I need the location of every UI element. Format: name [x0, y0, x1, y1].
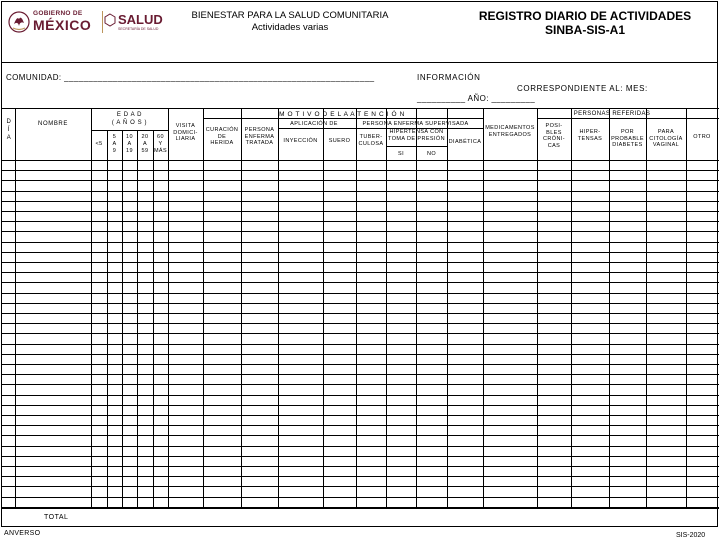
column-divider	[447, 108, 448, 508]
gobierno-mexico-logo	[8, 9, 100, 35]
col-referidas: PERSONAS REFERIDAS	[573, 111, 651, 117]
col-posibles-cronicas: POSI- BLES CRÓNI- CAS	[543, 123, 565, 149]
column-divider	[15, 108, 16, 508]
col-no: NO	[426, 151, 437, 157]
col-visita: VISITA DOMICI- LIARIA	[173, 123, 198, 142]
table-row-line	[1, 415, 719, 416]
col-motivo: M O T I V O D E L A A T E N C I Ó N	[279, 111, 405, 118]
age-column-divider	[107, 130, 108, 508]
column-divider	[91, 108, 92, 508]
anverso-label: ANVERSO	[4, 530, 41, 537]
col-si: SI	[398, 151, 404, 157]
col-edad: E D A D ( A Ñ O S )	[111, 112, 148, 126]
table-row-line	[1, 384, 719, 385]
table-row-line	[1, 221, 719, 222]
eagle-emblem-icon	[8, 10, 30, 34]
col-nombre: NOMBRE	[38, 121, 68, 127]
table-row-line	[1, 211, 719, 212]
table-row-line	[1, 446, 719, 447]
col-dia: D Í A	[6, 119, 12, 141]
col-age-5-9: 5 A 9	[112, 134, 117, 154]
table-row-line	[1, 313, 719, 314]
table-row-line	[1, 497, 719, 498]
table-row-line	[1, 323, 719, 324]
table-top-line	[1, 108, 719, 109]
col-diabetica: DIABÉTICA	[448, 139, 482, 145]
column-divider	[241, 108, 242, 508]
col-age-10-19: 10 A 19	[126, 134, 133, 154]
column-divider	[537, 108, 538, 508]
report-title: REGISTRO DIARIO DE ACTIVIDADES	[478, 9, 692, 23]
program-subtitle: Actividades varias	[251, 22, 329, 33]
col-tuberculosa: TUBER- CULOSA	[358, 134, 384, 147]
col-aplicacion: APLICACIÓN DE	[290, 121, 338, 127]
correspondiente-label: CORRESPONDIENTE AL: MES:	[517, 84, 648, 93]
edad-subheader-line	[91, 130, 168, 131]
table-row-line	[1, 405, 719, 406]
table-row-line	[1, 282, 719, 283]
informacion-label: INFORMACIÓN	[417, 73, 481, 82]
table-row-line	[1, 303, 719, 304]
col-medicamentos: MEDICAMENTOS ENTREGADOS	[485, 125, 535, 138]
table-bottom-line	[1, 508, 719, 509]
logo-divider	[102, 11, 103, 33]
table-row-line	[1, 456, 719, 457]
col-persona-tratada: PERSONA ENFERMA TRATADA	[244, 127, 275, 146]
table-row-line	[1, 231, 719, 232]
column-divider	[609, 108, 610, 508]
salud-sub-text: SECRETARÍA DE SALUD	[118, 27, 159, 31]
column-divider	[571, 108, 572, 508]
table-row-line	[1, 262, 719, 263]
form-code: SIS-2020	[676, 532, 706, 539]
table-row-line	[1, 425, 719, 426]
referidas-subheader-line	[537, 118, 719, 119]
column-divider	[203, 108, 204, 508]
table-row-line	[1, 180, 719, 181]
col-citologia: PARA CITOLOGÍA VAGINAL	[649, 129, 683, 148]
col-suero: SUERO	[328, 138, 351, 144]
age-column-divider	[153, 130, 154, 508]
column-divider	[686, 108, 687, 508]
column-divider	[483, 108, 484, 508]
table-row-line	[1, 364, 719, 365]
column-divider	[646, 108, 647, 508]
age-column-divider	[137, 130, 138, 508]
age-column-divider	[122, 130, 123, 508]
table-row-line	[1, 170, 719, 171]
col-hipertensas: HIPER- TENSAS	[577, 129, 603, 142]
header-divider	[1, 62, 718, 63]
motivo-subheader-line	[203, 118, 483, 119]
column-divider	[386, 108, 387, 508]
column-divider	[278, 108, 279, 508]
col-age-60: 60 Y MÁS	[153, 134, 168, 154]
aplicacion-subheader-line	[278, 128, 356, 129]
table-row-line	[1, 272, 719, 273]
table-row-line	[1, 242, 719, 243]
col-otro: OTRO	[693, 134, 711, 140]
col-age-20-59: 20 A 59	[141, 134, 149, 154]
table-row-line	[1, 486, 719, 487]
column-divider	[323, 108, 324, 508]
table-row-line	[1, 476, 719, 477]
table-row-line	[1, 252, 719, 253]
gob-small-text: GOBIERNO DE	[33, 10, 83, 17]
gob-big-text: MÉXICO	[33, 17, 92, 33]
table-row-line	[1, 374, 719, 375]
table-row-line	[1, 293, 719, 294]
header-bottom-line	[1, 160, 719, 161]
table-row-line	[1, 466, 719, 467]
col-age-lt5: <5	[95, 141, 103, 147]
hipertensa-subheader-line	[386, 146, 447, 147]
col-hipertensa: HIPERTENSA CON TOMA DE PRESIÓN	[388, 129, 445, 142]
salud-text: SALUD	[118, 12, 163, 27]
col-probable-diabetes: POR PROBABLE DIABETES	[611, 129, 644, 148]
table-row-line	[1, 354, 719, 355]
program-title: BIENESTAR PARA LA SALUD COMUNITARIA	[191, 10, 389, 21]
table-row-line	[1, 395, 719, 396]
total-label: TOTAL	[44, 514, 69, 521]
table-row-line	[1, 201, 719, 202]
column-divider	[416, 108, 417, 508]
table-row-line	[1, 333, 719, 334]
column-divider	[168, 108, 169, 508]
column-divider	[356, 108, 357, 508]
report-code: SINBA-SIS-A1	[544, 23, 625, 37]
col-curacion: CURACIÓN DE HERIDA	[205, 127, 239, 146]
comunidad-field[interactable]: COMUNIDAD: ________________________________________________________________	[6, 73, 375, 82]
anio-field[interactable]: __________ AÑO: _________	[417, 94, 536, 103]
table-row-line	[1, 191, 719, 192]
salud-emblem-icon	[104, 13, 116, 27]
table-row-line	[1, 435, 719, 436]
col-supervisada: PERSONA ENFERMA SUPERVISADA	[362, 121, 469, 127]
col-inyeccion: INYECCIÓN	[283, 138, 318, 144]
table-row-line	[1, 344, 719, 345]
